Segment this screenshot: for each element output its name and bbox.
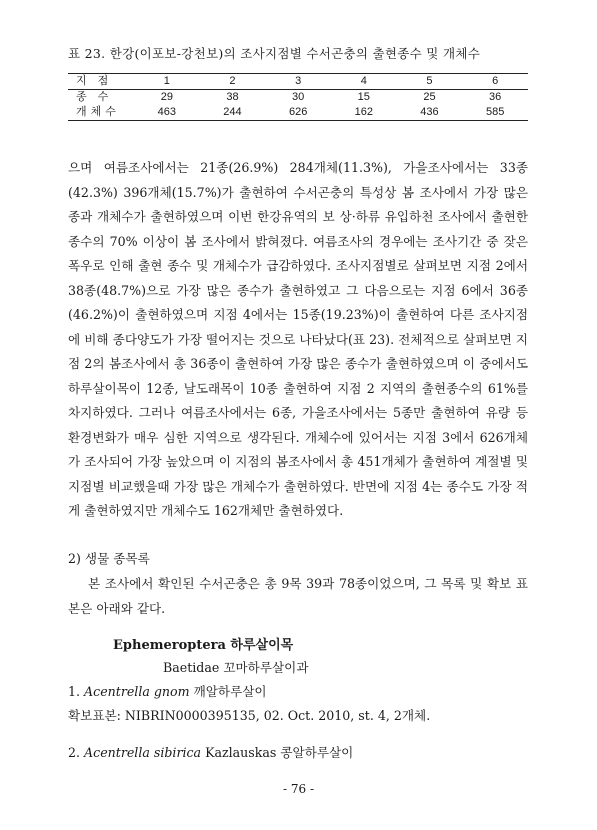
table-header-row bbox=[68, 74, 528, 90]
specimen-record: 확보표본: NIBRIN0000395135, 02. Oct. 2010, st. 4, 2개체. bbox=[68, 708, 431, 723]
header-col: 5 bbox=[397, 74, 463, 90]
table-cell: 626 bbox=[265, 105, 331, 121]
header-col: 6 bbox=[462, 74, 528, 90]
body-paragraph bbox=[68, 156, 528, 524]
header-label: 지 점 bbox=[68, 74, 134, 90]
body-text: 으며 여름조사에서는 21종(26.9%) 284개체(11.3%), 가을조사에서는 33종(42.3%) 396개체(15.7%)가 출현하여 수서곤충의 특성상 봄 조사에서 가장 많은 종과 개체수가 출현하였으며 이번 한강유역의 보 상·하류 유입하천 조사에서 출현한 종수의 70% 이상이 봄 조사에서 밝혀졌다. 여름조사의 경우에는 조사기간 중 잦은 폭우로 인해 출현 종수 및 개체수가 급감하였다. 조사지점별로 살펴보면 지점 2에서 38종(48.7%)으로 가장 많은 종수가 출현하였고 그 다음으로는 지점 6에서 36종(46.2%)이 출현하였으며 지점 4에서는 15종(19.23%)이 출현하여 다른 조사지점에 비해 종다양도가 가장 떨어지는 것으로 나타났다(표 23). 전체적으로 살펴보면 지점 2의 봄조사에서 총 36종이 출현하여 가장 많은 종수가 출현하였으며 이 중에서도 하루살이목이 12종, 날도래목이 10종 출현하여 지점 2 지역의 출현종수의 61%를 차지하였다. 그러나 여름조사에서는 6종, 가을조사에서는 5종만 출현하여 유량 등 환경변화가 매우 심한 지역으로 생각된다. 개체수에 있어서는 지점 3에서 626개체가 조사되어 가장 높았으며 이 지점의 봄조사에서 총 451개체가 출현하여 계절별 및 지점별 비교했을때 가장 많은 개체수가 출현하였다. 반면에 지점 4는 종수도 가장 적게 출현하였지만 개체수도 162개체만 출현하였다. bbox=[68, 160, 528, 518]
table-cell: 436 bbox=[397, 105, 463, 121]
table-row bbox=[68, 105, 528, 121]
table-cell: 15 bbox=[357, 91, 370, 103]
table-cell: 463 bbox=[134, 105, 200, 121]
family-heading: Baetidae 꼬마하루살이과 bbox=[163, 660, 309, 675]
header-col: 3 bbox=[265, 74, 331, 90]
header-col: 4 bbox=[331, 74, 397, 90]
species-scientific-name: Acentrella gnom bbox=[84, 684, 190, 699]
species-author: Kazlauskas bbox=[205, 745, 277, 760]
species-entry-1 bbox=[68, 681, 267, 700]
table-cell: 162 bbox=[331, 105, 397, 121]
table-cell: 38 bbox=[226, 91, 239, 103]
species-number: 2. bbox=[68, 745, 81, 760]
table-cell: 585 bbox=[462, 105, 528, 121]
species-common-name: 깨알하루살이 bbox=[193, 684, 267, 699]
order-heading: Ephemeroptera 하루살이목 bbox=[113, 638, 294, 653]
section-heading: 2) 생물 종목록 bbox=[68, 551, 150, 566]
table-row bbox=[68, 90, 528, 106]
row-label: 개체수 bbox=[68, 105, 134, 121]
header-col: 2 bbox=[200, 74, 266, 90]
survey-table bbox=[68, 73, 528, 121]
table-cell: 244 bbox=[200, 105, 266, 121]
row-label: 종 수 bbox=[76, 91, 113, 103]
species-entry-2 bbox=[68, 742, 353, 761]
species-common-name: 콩알하루살이 bbox=[280, 745, 354, 760]
table-cell: 25 bbox=[423, 91, 436, 103]
header-col: 1 bbox=[134, 74, 200, 90]
page-number: - 76 - bbox=[282, 782, 314, 796]
table-cell: 30 bbox=[292, 91, 305, 103]
table-cell: 36 bbox=[489, 91, 502, 103]
table-caption: 표 23. 한강(이포보-강천보)의 조사지점별 수서곤충의 출현종수 및 개체수 bbox=[68, 46, 481, 61]
table-cell: 29 bbox=[160, 91, 173, 103]
section-text: 본 조사에서 확인된 수서곤충은 총 9목 39과 78종이었으며, 그 목록 및 확보 표본은 아래와 같다. bbox=[68, 576, 528, 616]
species-number: 1. bbox=[68, 684, 81, 699]
species-scientific-name: Acentrella sibirica bbox=[84, 745, 202, 760]
